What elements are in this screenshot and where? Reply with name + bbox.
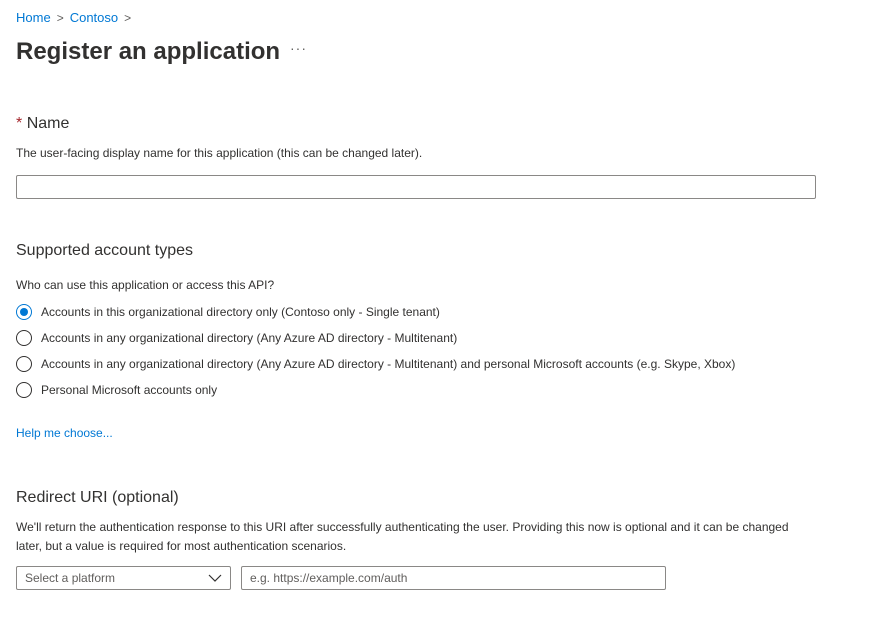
breadcrumb-contoso[interactable]: Contoso bbox=[69, 10, 119, 25]
radio-label: Accounts in this organizational directory only (Contoso only - Single tenant) bbox=[41, 305, 440, 319]
radio-single-tenant[interactable] bbox=[16, 304, 440, 320]
radio-label: Accounts in any organizational directory (Any Azure AD directory - Multitenant) and personal Microsoft accounts (e.g. Skype, Xbox) bbox=[41, 357, 736, 371]
breadcrumb-home[interactable]: Home bbox=[16, 10, 51, 25]
radio-multitenant-personal[interactable] bbox=[16, 356, 735, 372]
chevron-right-icon: > bbox=[56, 10, 64, 25]
account-types-heading: Supported account types bbox=[16, 242, 194, 259]
platform-select-value: Select a platform bbox=[25, 571, 116, 585]
radio-icon[interactable] bbox=[16, 382, 32, 398]
name-input[interactable] bbox=[16, 175, 816, 199]
more-options-icon[interactable]: ··· bbox=[290, 40, 307, 56]
radio-selected-icon[interactable] bbox=[16, 304, 32, 320]
radio-personal-only[interactable] bbox=[16, 382, 217, 398]
redirect-heading: Redirect URI (optional) bbox=[16, 489, 179, 506]
redirect-description: We'll return the authentication response to this URI after successfully authenticating the user. Providing this now is optional and it can be changed later, but a value is required for most authentication scenarios. bbox=[16, 520, 789, 553]
name-label-text: Name bbox=[26, 115, 70, 132]
radio-label: Personal Microsoft accounts only bbox=[41, 383, 218, 397]
radio-label: Accounts in any organizational directory (Any Azure AD directory - Multitenant) bbox=[41, 331, 458, 345]
chevron-down-icon bbox=[208, 574, 222, 582]
redirect-uri-input[interactable] bbox=[241, 566, 666, 590]
platform-select[interactable] bbox=[16, 566, 231, 590]
account-types-question: Who can use this application or access this API? bbox=[16, 278, 275, 292]
required-mark: * bbox=[16, 115, 23, 132]
name-description: The user-facing display name for this application (this can be changed later). bbox=[16, 146, 423, 160]
radio-icon[interactable] bbox=[16, 330, 32, 346]
help-me-choose-link[interactable]: Help me choose... bbox=[16, 426, 113, 440]
chevron-right-icon: > bbox=[124, 10, 132, 25]
radio-multitenant[interactable] bbox=[16, 330, 457, 346]
breadcrumb bbox=[16, 10, 131, 25]
radio-icon[interactable] bbox=[16, 356, 32, 372]
name-label bbox=[16, 115, 69, 133]
page-title: Register an application bbox=[16, 38, 281, 65]
